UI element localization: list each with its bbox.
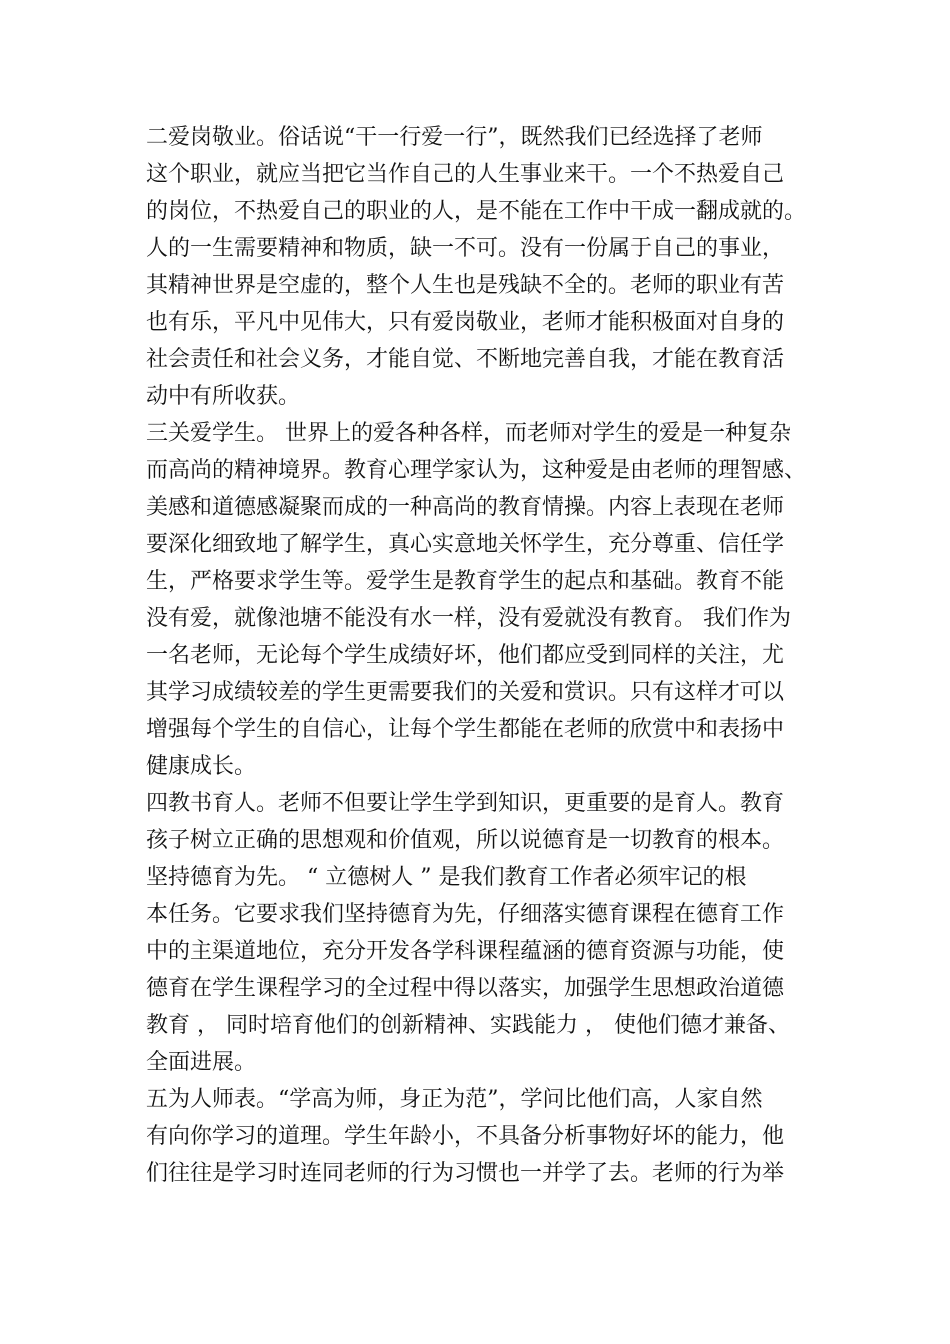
- text-line: 三关爱学生。 世界上的爱各种各样，而老师对学生的爱是一种复杂: [146, 421, 791, 446]
- text-line: 五为人师表。“学高为师，身正为范”，学问比他们高，人家自然: [146, 1087, 763, 1112]
- text-line: 人的一生需要精神和物质，缺一不可。没有一份属于自己的事业，: [146, 236, 785, 261]
- text-line: 社会责任和社会义务，才能自觉、不断地完善自我，才能在教育活: [146, 347, 785, 372]
- text-line: 其精神世界是空虚的，整个人生也是残缺不全的。老师的职业有苦: [146, 273, 785, 298]
- text-line: 德育在学生课程学习的全过程中得以落实，加强学生思想政治道德: [146, 976, 785, 1001]
- text-line: 生，严格要求学生等。爱学生是教育学生的起点和基础。教育不能: [146, 569, 785, 594]
- text-line: 二爱岗敬业。俗话说“干一行爱一行”，既然我们已经选择了老师: [146, 125, 763, 150]
- body-text: [146, 119, 826, 1192]
- text-line: 而高尚的精神境界。教育心理学家认为，这种爱是由老师的理智感、: [146, 458, 807, 483]
- text-line: 一名老师，无论每个学生成绩好坏，他们都应受到同样的关注，尤: [146, 643, 785, 668]
- text-line: 美感和道德感凝聚而成的一种高尚的教育情操。内容上表现在老师: [146, 495, 785, 520]
- text-line: 全面进展。: [146, 1050, 257, 1075]
- text-line: 坚持德育为先。 “ 立德树人 ” 是我们教育工作者必须牢记的根: [146, 865, 747, 890]
- text-line: 教育 ， 同时培育他们的创新精神、实践能力 ， 使他们德才兼备、: [146, 1013, 790, 1038]
- text-line: 其学习成绩较差的学生更需要我们的关爱和赏识。只有这样才可以: [146, 680, 785, 705]
- text-line: 增强每个学生的自信心，让每个学生都能在老师的欣赏中和表扬中: [146, 717, 785, 742]
- text-line: 有向你学习的道理。学生年龄小，不具备分析事物好坏的能力，他: [146, 1124, 785, 1149]
- text-line: 健康成长。: [146, 754, 257, 779]
- text-line: 动中有所收获。: [146, 384, 301, 409]
- text-line: 四教书育人。老师不但要让学生学到知识，更重要的是育人。教育: [146, 791, 785, 816]
- text-line: 中的主渠道地位，充分开发各学科课程蕴涵的德育资源与功能，使: [146, 939, 785, 964]
- text-line: 也有乐，平凡中见伟大，只有爱岗敬业，老师才能积极面对自身的: [146, 310, 785, 335]
- text-line: 没有爱，就像池塘不能没有水一样，没有爱就没有教育。 我们作为: [146, 606, 791, 631]
- text-line: 的岗位，不热爱自己的职业的人，是不能在工作中干成一翻成就的。: [146, 199, 807, 224]
- text-line: 孩子树立正确的思想观和价值观，所以说德育是一切教育的根本。: [146, 828, 785, 853]
- text-line: 这个职业，就应当把它当作自己的人生事业来干。一个不热爱自己: [146, 162, 785, 187]
- text-line: 要深化细致地了解学生，真心实意地关怀学生，充分尊重、信任学: [146, 532, 785, 557]
- text-line: 本任务。它要求我们坚持德育为先，仔细落实德育课程在德育工作: [146, 902, 785, 927]
- text-line: 们往往是学习时连同老师的行为习惯也一并学了去。老师的行为举: [146, 1161, 785, 1186]
